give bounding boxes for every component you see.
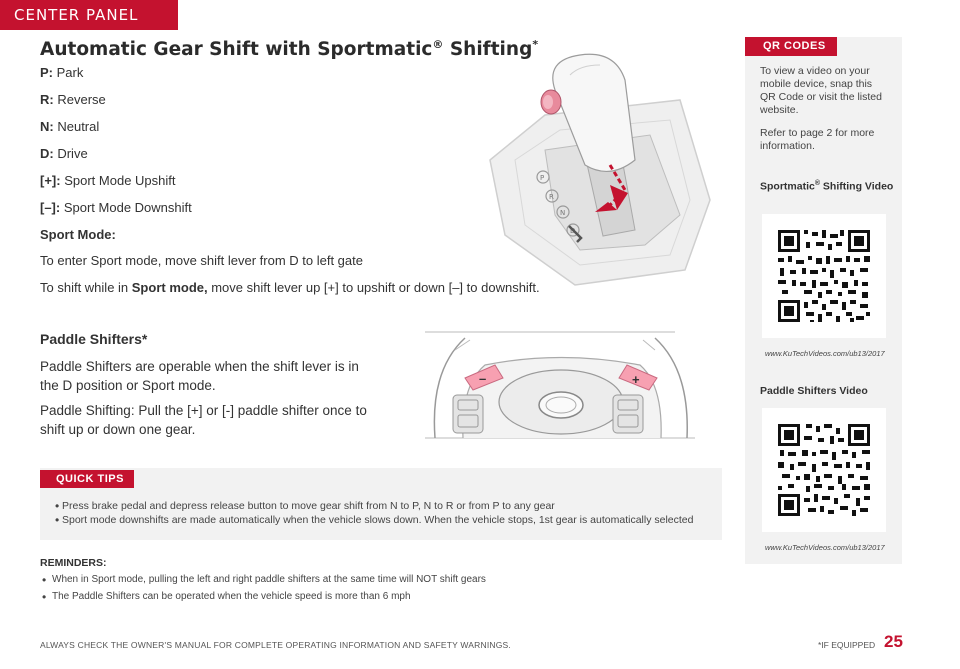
reminders-heading: REMINDERS: [40, 557, 107, 569]
qr-reference-note: Refer to page 2 for more information. [760, 127, 875, 152]
page-number: 25 [884, 632, 903, 651]
sport-mode-line-2: To shift while in Sport mode, move shift lever up [+] to upshift or down [–] to downshift. [40, 280, 540, 295]
definition-reverse: R: Reverse [40, 92, 106, 107]
minus-paddle-label: – [479, 371, 487, 386]
steering-wheel-illustration [425, 330, 695, 442]
gear-letter-d: D [570, 227, 576, 235]
definition-neutral: N: Neutral [40, 119, 100, 134]
quick-tips-label: QUICK TIPS [40, 470, 134, 488]
definition-drive: D: Drive [40, 146, 88, 161]
section-tab: CENTER PANEL [0, 0, 178, 30]
gear-letter-n: N [560, 209, 566, 217]
paddle-shifters-heading: Paddle Shifters* [40, 331, 148, 347]
definition-downshift: [–]: Sport Mode Downshift [40, 200, 192, 215]
paddle-shifters-description: Paddle Shifters are operable when the shift lever is in the D position or Sport mode. [40, 359, 359, 393]
qr-code-icon [762, 408, 886, 532]
footer-disclaimer: ALWAYS CHECK THE OWNER'S MANUAL FOR COMPLETE OPERATING INFORMATION AND SAFETY WARNINGS. [40, 640, 511, 650]
page-title: Automatic Gear Shift with Sportmatic® Shifting* [40, 38, 539, 61]
sport-mode-heading: Sport Mode: [40, 227, 116, 242]
sportmatic-qr-code[interactable] [762, 214, 886, 338]
gear-shifter-illustration [485, 40, 725, 300]
paddle-shifting-instructions: Paddle Shifting: Pull the [+] or [-] paddle shifter once to shift up or down one gear. [40, 403, 367, 437]
qr-description: To view a video on your mobile device, snap this QR Code or visit the listed website. [760, 65, 882, 116]
sportmatic-video-url[interactable]: www.KuTechVideos.com/ub13/2017 [765, 349, 885, 358]
gear-letter-p: P [540, 174, 545, 182]
reminder-item: • The Paddle Shifters can be operated when the vehicle speed is more than 6 mph [42, 590, 411, 604]
gear-letter-r: R [549, 193, 554, 201]
quick-tip-item: • Sport mode downshifts are made automatically when the vehicle slows down. When the vehicle stops, 1st gear is automatically selected [55, 513, 694, 527]
paddle-shifters-qr-code[interactable] [762, 408, 886, 532]
quick-tip-item: • Press brake pedal and depress release button to move gear shift from N to P, N to R or from P to any gear [55, 499, 555, 513]
paddle-shifters-video-heading: Paddle Shifters Video [760, 385, 868, 397]
qr-codes-label: QR CODES [745, 37, 837, 56]
definition-upshift: [+]: Sport Mode Upshift [40, 173, 176, 188]
reminder-item: • When in Sport mode, pulling the left and right paddle shifters at the same time will NOT shift gears [42, 573, 486, 587]
paddle-shifters-video-url[interactable]: www.KuTechVideos.com/ub13/2017 [765, 543, 885, 552]
sport-mode-line-1: To enter Sport mode, move shift lever from D to left gate [40, 253, 363, 268]
qr-code-icon [762, 214, 886, 338]
plus-paddle-label: + [632, 372, 640, 387]
sportmatic-video-heading: Sportmatic® Shifting Video [760, 180, 894, 193]
definition-park: P: Park [40, 65, 84, 80]
footer-equipped-note: *IF EQUIPPED [818, 640, 876, 650]
